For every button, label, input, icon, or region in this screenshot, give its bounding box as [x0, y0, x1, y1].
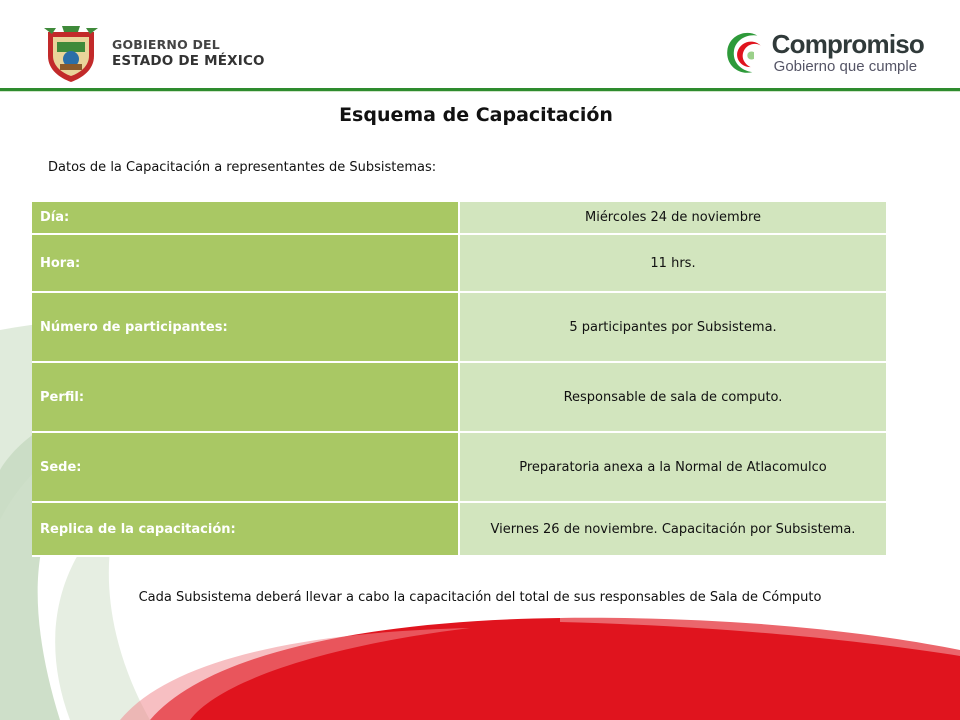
row-value: 11 hrs.: [459, 234, 886, 292]
row-value: Miércoles 24 de noviembre: [459, 202, 886, 234]
table-row: [32, 202, 886, 234]
footer-note: Cada Subsistema deberá llevar a cabo la capacitación del total de sus responsables de Sala de Cómputo: [138, 590, 822, 605]
header-rule-light: [0, 91, 960, 92]
row-value: Viernes 26 de noviembre. Capacitación por Subsistema.: [459, 502, 886, 556]
coat-of-arms-icon: [40, 22, 102, 84]
compromiso-swirl-icon: [724, 24, 766, 82]
row-label: Sede:: [32, 432, 459, 502]
gov-logo-line1: GOBIERNO DEL: [112, 37, 220, 52]
schedule-table: [32, 202, 886, 557]
table-row: [32, 292, 886, 362]
row-value: Responsable de sala de computo.: [459, 362, 886, 432]
row-label: Replica de la capacitación:: [32, 502, 459, 556]
table-row: [32, 362, 886, 432]
row-value: Preparatoria anexa a la Normal de Atlacomulco: [459, 432, 886, 502]
page-subtitle: Datos de la Capacitación a representantes de Subsistemas:: [48, 160, 437, 175]
row-label: Perfil:: [32, 362, 459, 432]
compromiso-tagline: Gobierno que cumple: [773, 58, 918, 75]
table-row: [32, 234, 886, 292]
page-title: Esquema de Capacitación: [339, 104, 613, 126]
row-label: Día:: [32, 202, 459, 234]
gobierno-estado-mexico-logo: [40, 22, 265, 84]
compromiso-name: Compromiso: [771, 29, 924, 59]
table-row: [32, 502, 886, 556]
row-value: 5 participantes por Subsistema.: [459, 292, 886, 362]
gov-logo-line2: ESTADO DE MÉXICO: [112, 53, 265, 69]
row-label: Número de participantes:: [32, 292, 459, 362]
table-row: [32, 432, 886, 502]
compromiso-logo: [724, 20, 924, 86]
row-label: Hora:: [32, 234, 459, 292]
